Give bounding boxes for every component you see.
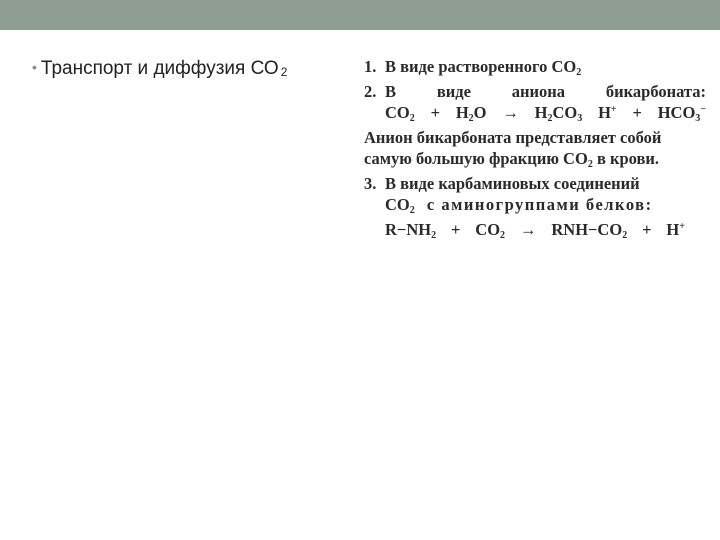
eq1-term-d: Н: [598, 103, 611, 122]
item-3-line-2-rest: с аминогруппами белков:: [426, 195, 653, 214]
bullet-title-subscript: 2: [280, 65, 288, 79]
eq1-term-c: Н: [534, 103, 548, 122]
item-3-line-2-co: СО: [385, 195, 410, 214]
eq1-term-e: НСО: [657, 103, 696, 122]
eq2-plus-2: +: [642, 219, 652, 239]
item-2: [364, 81, 706, 103]
slide-header-bar: [0, 0, 720, 30]
item-2-word-3: аниона: [511, 81, 566, 101]
paragraph-line-2: [364, 148, 706, 173]
item-2-word-2: виде: [436, 81, 471, 101]
item-3-line-2-sub: 2: [409, 205, 415, 216]
eq2-term-a: R−NH: [385, 219, 432, 239]
eq1-term-b-sub: 2: [468, 113, 474, 124]
slide-bullet: [32, 58, 287, 80]
equation-1: [364, 102, 706, 127]
eq1-arrow: →: [502, 103, 519, 122]
eq2-term-a-sub: 2: [431, 229, 437, 241]
eq1-plus-1: +: [430, 103, 440, 122]
eq1-term-e-sub: 3: [695, 113, 701, 124]
eq2-arrow: →: [519, 219, 537, 239]
paragraph-line-2-end: в крови.: [592, 149, 660, 168]
item-1-subscript: 2: [576, 67, 582, 78]
eq2-term-b: CO: [475, 219, 501, 239]
eq1-term-d-sup: +: [610, 104, 617, 115]
item-3-line-1: В виде карбаминовых соединений: [385, 173, 640, 193]
eq1-term-b: Н: [455, 103, 469, 122]
eq2-term-c-sub: 2: [622, 229, 628, 241]
item-1: [364, 56, 706, 81]
eq1-term-c-sub: 2: [547, 113, 553, 124]
item-3-line-2: [364, 194, 706, 219]
eq1-term-e-sup: −: [700, 104, 706, 115]
eq1-term-c-rest: СО: [552, 103, 578, 122]
eq2-term-c: RNH−CO: [551, 219, 623, 239]
equation-2: [364, 219, 685, 244]
eq2-term-b-sub: 2: [500, 229, 506, 241]
item-2-word-4: бикарбоната:: [605, 81, 706, 101]
eq2-term-d: H: [666, 219, 680, 239]
paragraph-line-1: Анион бикарбоната представляет собой: [364, 127, 662, 147]
eq1-term-a-sub: 2: [409, 113, 415, 124]
eq1-term-c-sub2: 3: [577, 113, 583, 124]
item-1-text: В виде растворенного СО: [385, 57, 577, 76]
paragraph-line-2-start: самую большую фракцию СО: [364, 149, 588, 168]
eq1-plus-2: +: [632, 103, 642, 122]
eq1-term-a: СО: [385, 103, 410, 122]
eq1-term-b-rest: О: [473, 103, 487, 122]
eq2-term-d-sup: +: [679, 220, 685, 232]
item-3-number: 3.: [364, 173, 377, 193]
paragraph-line-2-sub: 2: [587, 159, 593, 170]
item-2-word-1: В: [385, 81, 397, 101]
bullet-marker: •: [32, 59, 37, 75]
scanned-text-image: [364, 56, 706, 243]
item-1-number: 1.: [364, 57, 377, 76]
eq2-plus-1: +: [450, 219, 461, 239]
item-2-number: 2.: [364, 81, 377, 101]
item-3: [364, 173, 706, 195]
bullet-title: Транспорт и диффузия СО: [40, 58, 279, 79]
